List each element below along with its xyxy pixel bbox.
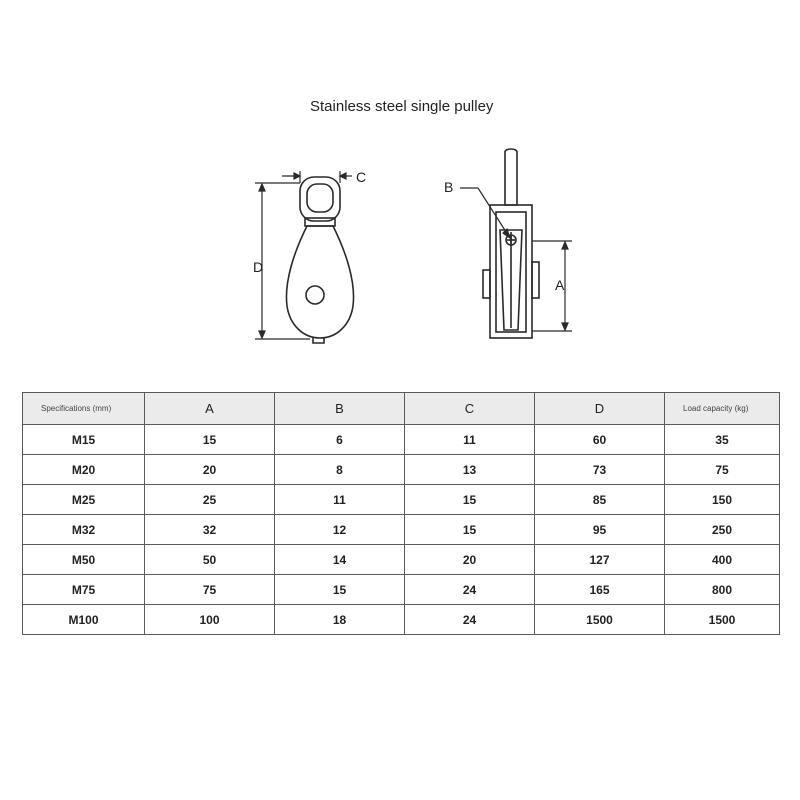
cell-d: 1500 [535,605,665,635]
header-a: A [145,393,275,425]
cell-spec: M75 [23,575,145,605]
cell-b: 6 [275,425,405,455]
label-a: A [555,277,565,293]
cell-load: 1500 [665,605,780,635]
cell-b: 14 [275,545,405,575]
cell-a: 15 [145,425,275,455]
cell-c: 13 [405,455,535,485]
specification-table [22,392,780,635]
cell-d: 165 [535,575,665,605]
cell-load: 35 [665,425,780,455]
cell-b: 11 [275,485,405,515]
cell-load: 400 [665,545,780,575]
table-row [23,425,780,455]
cell-a: 50 [145,545,275,575]
cell-b: 18 [275,605,405,635]
cell-b: 8 [275,455,405,485]
cell-load: 150 [665,485,780,515]
cell-d: 60 [535,425,665,455]
dimension-a-marker [532,241,572,331]
header-specifications: Specifications (mm) [23,393,145,425]
cell-b: 12 [275,515,405,545]
header-load-capacity: Load capacity (kg) [665,393,780,425]
cell-c: 11 [405,425,535,455]
cell-spec: M100 [23,605,145,635]
label-d: D [253,259,264,275]
cell-load: 75 [665,455,780,485]
cell-spec: M25 [23,485,145,515]
cell-spec: M50 [23,545,145,575]
cell-spec: M32 [23,515,145,545]
table-row [23,485,780,515]
cell-load: 250 [665,515,780,545]
table-header-row [23,393,780,425]
cell-d: 95 [535,515,665,545]
cell-b: 15 [275,575,405,605]
cell-spec: M15 [23,425,145,455]
cell-d: 73 [535,455,665,485]
pulley-front-view [286,177,353,343]
cell-c: 15 [405,485,535,515]
label-b: B [444,179,454,195]
cell-a: 100 [145,605,275,635]
table-row [23,545,780,575]
product-title: Stainless steel single pulley [310,98,494,115]
cell-a: 25 [145,485,275,515]
cell-load: 800 [665,575,780,605]
cell-spec: M20 [23,455,145,485]
table-row [23,455,780,485]
header-d: D [535,393,665,425]
header-c: C [405,393,535,425]
cell-d: 127 [535,545,665,575]
table-row [23,515,780,545]
cell-c: 20 [405,545,535,575]
pulley-dimension-diagram [0,0,800,380]
cell-c: 24 [405,605,535,635]
label-c: C [356,169,367,185]
pulley-side-view [483,149,539,338]
cell-a: 75 [145,575,275,605]
cell-c: 15 [405,515,535,545]
cell-c: 24 [405,575,535,605]
dimension-d-marker [255,183,310,339]
cell-a: 32 [145,515,275,545]
cell-a: 20 [145,455,275,485]
table-row [23,575,780,605]
table-row [23,605,780,635]
cell-d: 85 [535,485,665,515]
header-b: B [275,393,405,425]
